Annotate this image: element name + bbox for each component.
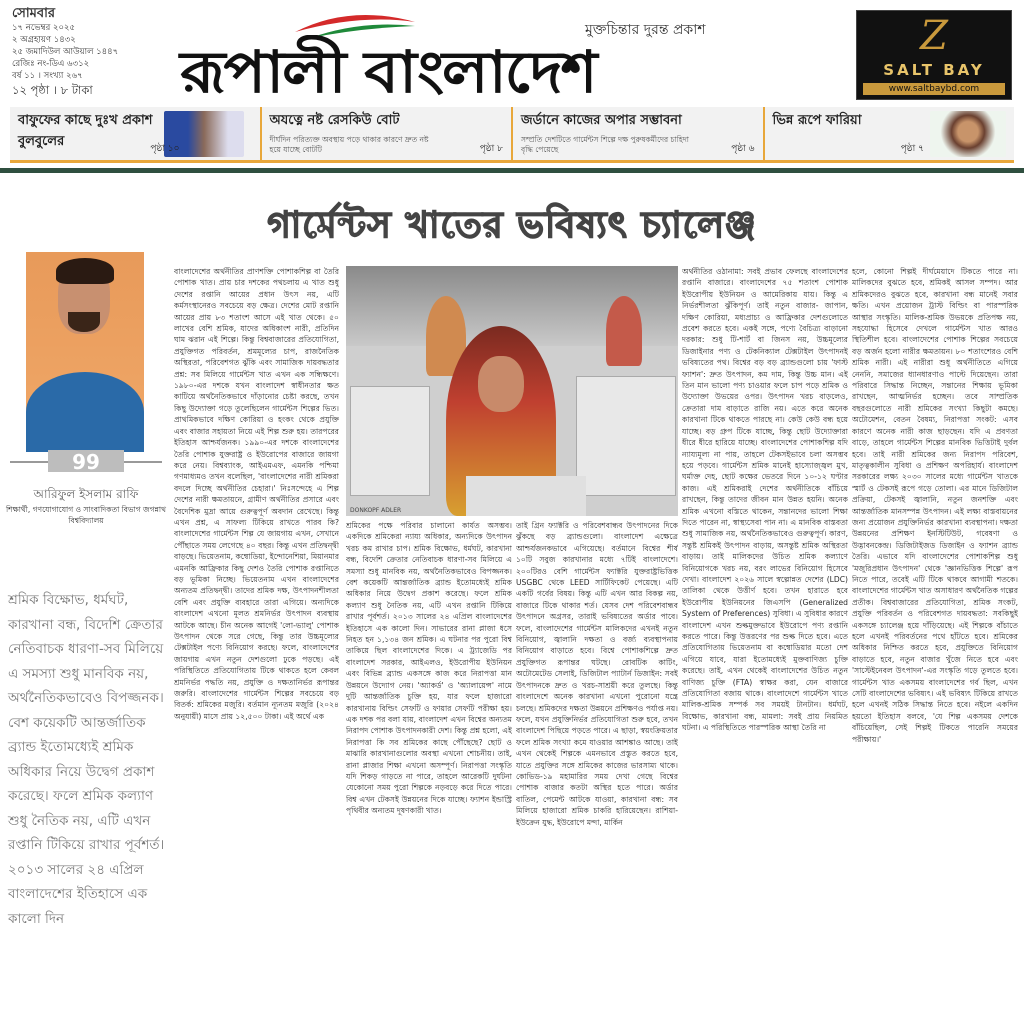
salt-bay-logo-icon: Z [920, 13, 948, 59]
pull-quote: শ্রমিক বিক্ষোভ, ধর্মঘট, কারখানা বন্ধ, বিদেশি ক্রেতার নেতিবাচক ধারণা-সব মিলিয়ে এ সমস্যা শুধু মানবিক নয়, অর্থনৈতিকভাবেও বিপজ্জনক। বেশ কয়েকটি আন্তর্জাতিক ব্র্যান্ড ইতোমধ্যেই শ্রমিক অধিকার নিয়ে উদ্বেগ প্রকাশ করেছে। ফলে শ্রমিক কল্যাণ শুধু নৈতিক নয়, এটি এখন রপ্তানি টিকিয়ে রাখার পূর্বশর্ত। ২০১৩ সালের ২৪ এপ্রিল বাংলাদেশের ইতিহাসে এক কালো দিন [8, 592, 165, 927]
quote-icon: 99 [48, 450, 124, 472]
teaser-subtitle: সম্প্রতি দেশটিতে গার্মেন্টস শিল্পে দক্ষ পুরুষকর্মীদের চাহিদা বৃদ্ধি পেয়েছে [521, 135, 689, 154]
teaser-item[interactable] [10, 107, 262, 160]
teaser-page: পৃষ্ঠা ৭ [900, 144, 924, 154]
ad-url: www.saltbaybd.com [863, 83, 1005, 95]
ad-brand: SALT BAY [883, 61, 985, 79]
teaser-title: বাফুফের কাছে দুঃখ প্রকাশ বুলবুলের [18, 113, 153, 149]
teaser-photo [930, 111, 1006, 157]
date-line: বর্ষ ১১ । সংখ্যা ২৬৭ [12, 71, 83, 81]
quote-divider [10, 450, 162, 472]
article-headline: গার্মেন্টস খাতের ভবিষ্যৎ চ্যালেঞ্জ [267, 205, 757, 246]
article-column: অর্থনীতির ওঠানামা: সবই প্রভাব ফেলছে বাংলাদেশের রপ্তানি বাজারে। বাংলাদেশের ৭৫ শতাংশ পোশাক ইউরোপীয় ইউনিয়ন ও আমেরিকায় যায়। কিন্তু এ নির্ভরশীলতা ঝুঁকিপূর্ণ। তাই নতুন বাজার- জাপান, দক্ষিণ কোরিয়া, মধ্যপ্রাচ্য ও আফ্রিকার দেশগুলোতে প্রবেশ করতে হবে। একই সঙ্গে, পণ্যে বৈচিত্র্য বাড়ানো দরকার: শুধু টি-শার্ট বা জিনস নয়, উচ্চমূল্যের ডিজাইনার পণ্য ও টেকনিক্যাল টেক্সটাইল উৎপাদনই ভবিষ্যতের পথ। বিশ্বের বড় বড় ব্র্যান্ডগুলো চায় 'ফাস্ট ফ্যাশন': দ্রুত উৎপাদন, কম দাম, কিন্তু উচ্চ মান। এই তিন মান ভালো পণ্য চাওয়ার ফলে চাপ পড়ে শ্রমিক ও উদ্যোক্তা উভয়ের ওপর। উৎপাদন খরচ বাড়লেও, ক্রেতারা দাম বাড়াতে রাজি নয়। এতে করে অনেক কারখানা টিকে থাকতে পারছে না। কেউ কেউ বন্ধ হয়ে যাচ্ছে। বড় গ্রুপ টিকে যাচ্ছে, কিন্তু ছোট উদ্যোক্তারা ধীরে ধীরে হারিয়ে যাচ্ছে। বাংলাদেশের পোশাকশিল্প যদি ন্যায্যমূল্য না পায়, তাহলে টেকসইভাবে চলা অসম্ভব হয়ে পড়বে। গার্মেন্টস শ্রমিক মানেই হাস্যোজ্জ্বল মুখ, ঘর্মাক্ত দেহ, ছোট কক্ষের ভেতরে দিনে ১০-১২ ঘণ্টার কাজ। এই শ্রমিকরাই দেশের অর্থনীতিকে বাঁচিয়ে রাখছেন, কিন্তু তাদের জীবন মান উন্নত হয়নি। অনেক শ্রমিক এখনো বস্তিতে থাকেন, সন্তানদের ভালো শিক্ষা দিতে পারেন না, স্বাস্থ্যসেবা পান না। এ মানবিক বাস্তবতা শুধু সামাজিক নয়, অর্থনৈতিকভাবেও গুরুত্বপূর্ণ। কারণ, সন্তুষ্ট শ্রমিকই উৎপাদন বাড়ায়, অসন্তুষ্ট শ্রমিক অস্থিরতা বাড়ায়। তাই মালিকদের উচিত শ্রমিক কল্যাণে বিনিয়োগকে খরচ নয়, বরং লাভের বিনিয়োগ হিসেবে দেখা। বাংলাদেশ ২০২৬ সালে স্বল্পোন্নত দেশের (LDC) তালিকা থেকে উত্তীর্ণ হবে। তখন হারাতে হবে ইউরোপীয় ইউনিয়নের জিএসপি (Generalized System of Preferences) সুবিধা। এ সুবিধার কারণে বাংলাদেশ এখন শুল্কমুক্তভাবে ইউরোপে পণ্য রপ্তানি করতে পারে। কিন্তু উত্তরণের পর শুল্ক দিতে হবে। এতে প্রতিযোগিতায় ভিয়েতনাম বা কম্বোডিয়ার মতো দেশ এগিয়ে যাবে, যারা ইতোমধ্যেই মুক্তবাণিজ্য চুক্তি করেছে। তাই, এখন থেকেই বাংলাদেশের উচিত নতুন বাণিজ্য চুক্তি (FTA) স্বাক্ষর করা, যেন বাজারে প্রতিযোগিতা বজায় থাকে। বাংলাদেশে গার্মেন্টস খাতে মালিক-শ্রমিক সম্পর্ক সব সময়ই টানটান। ধর্মঘট, বিক্ষোভ, কারখানা বন্ধ, মামলা: সবই প্রায় নিয়মিত ঘটনা। এ পরিস্থিতিতে পারস্পরিক আস্থা তৈরি না [682, 267, 848, 733]
article-column: শ্রমিকের পক্ষে পরিবার চালানো কার্যত অসম্ভব। একদিকে শ্রমিকেরা ন্যায্য অধিকার, অন্যদিকে উৎপাদন খরচ কম রাখার চাপ। শ্রমিক বিক্ষোভ, ধর্মঘট, কারখানা বন্ধ, বিদেশি ক্রেতার নেতিবাচক ধারণা-সব মিলিয়ে এ সমস্যা শুধু মানবিক নয়, অর্থনৈতিকভাবেও বিপজ্জনক। বেশ কয়েকটি আন্তর্জাতিক ব্র্যান্ড ইতোমধ্যেই শ্রমিক অধিকার নিয়ে উদ্বেগ প্রকাশ করেছে। ফলে শ্রমিক কল্যাণ শুধু নৈতিক নয়, এটি এখন রপ্তানি টিকিয়ে রাখার পূর্বশর্ত। ২০১৩ সালের ২৪ এপ্রিল বাংলাদেশের ইতিহাসে এক কালো দিন। সাভারের রানা প্লাজা ধসে নিহত হন ১,১৩৪ জন শ্রমিক। এ ঘটনার পর পুরো বিশ্ব তাকিয়ে ছিল বাংলাদেশের দিকে। এ ট্র্যাজেডি পর বাংলাদেশ সরকার, আইএলও, ইউরোপীয় ইউনিয়ন এবং বিভিন্ন ব্র্যান্ড একসঙ্গে কাজ করে নিরাপত্তা মান উন্নয়নে উদ্যোগ নেয়। 'অ্যাকর্ড' ও 'অ্যালায়েন্স' নামে দুটি আন্তর্জাতিক চুক্তি হয়, যার ফলে হাজারো কারখানায় বিল্ডিং সেফটি ও ফায়ার সেফটি পরীক্ষা হয়। এক দশক পর বলা যায়, বাংলাদেশ এখন বিশ্বের অন্যতম নিরাপদ পোশাক উৎপাদনকারী দেশ। কিন্তু প্রশ্ন হলো, এই নিরাপত্তা কি সব শ্রমিকের কাছে পৌঁছেছে? ছোট ও মাঝারি কারখানাগুলোর অবস্থা এখনো শোচনীয়। তাই, রানা প্লাজার শিক্ষা এখনো অসম্পূর্ণ। নিরাপত্তা সংস্কৃতি যদি শিকড় গাড়তে না পারে, তাহলে আরেকটি দুর্ঘটনা যেকোনো সময় পুরো শিল্পকে নড়বড়ে করে দিতে পারে। বিশ্ব এখন টেকসই উন্নয়নের দিকে যাচ্ছে। ফ্যাশন ইন্ডাস্ট্রি পৃথিবীর অন্যতম দূষণকারী খাত। [346, 521, 512, 816]
photo-caption: DONKOPF ADLER [350, 507, 402, 514]
teaser-bar [10, 107, 1014, 163]
garment-factory-photo [346, 266, 678, 516]
article-column: তাই গ্রিন ফ্যাক্টরি ও পরিবেশবান্ধব উৎপাদনের দিকে ঝুঁকছে বড় ব্র্যান্ডগুলো। বাংলাদেশ এক্ষেত্রে আশ্চর্যজনকভাবে এগিয়েছে। বর্তমানে বিশ্বের শীর্ষ ১০টি সবুজ কারখানার মধ্যে ৭টিই বাংলাদেশে। ২০০টিরও বেশি গার্মেন্টস ফ্যাক্টরি যুক্তরাষ্ট্রভিত্তিক USGBC থেকে LEED সার্টিফিকেট পেয়েছে। এটি একটি গর্বের বিষয়। কিন্তু এটি এখন আর বিকল্প নয়, বাজারে টিকে থাকার শর্ত। যেসব দেশ পরিবেশবান্ধব উৎপাদনে অগ্রসর, তারাই ভবিষ্যতের অর্ডার পাবে। ফলে, বাংলাদেশের গার্মেন্টস মালিকদের এখনই নতুন বিনিয়োগ, জ্বালানি দক্ষতা ও বর্জ্য ব্যবস্থাপনায় বিনিয়োগ বাড়াতে হবে। বিশ্বে পোশাকশিল্পে দ্রুত প্রযুক্তিগত রূপান্তর ঘটছে। রোবটিক কাটিং, অটোমেটেড সেলাই, ডিজিটাল প্যাটার্ন ডিজাইন: সবই উৎপাদনকে দ্রুত ও খরচ-সাশ্রয়ী করে তুলছে। কিন্তু বাংলাদেশে অনেক কারখানা এখনো পুরোনো যন্ত্রে চলছে। শ্রমিকদের দক্ষতা উন্নয়নে প্রশিক্ষণও পর্যাপ্ত নয়। ফলে, যখন প্রযুক্তিনির্ভর প্রতিযোগিতা শুরু হবে, তখন বাংলাদেশ পিছিয়ে পড়তে পারে। এ ছাড়া, স্বয়ংক্রিয়তার ফলে শ্রমিক সংখ্যা কমে যাওয়ার আশঙ্কাও আছে। তাই এখন থেকেই শিল্পকে এমনভাবে প্রস্তুত করতে হবে, যাতে প্রযুক্তির সঙ্গে শ্রমিকের কাজের ভারসাম্য থাকে। কোভিড-১৯ মহামারির সময় দেখা গেছে বিশ্বের পোশাক বাজার কতটা অস্থির হতে পারে। অর্ডার বাতিল, পেমেন্ট আটকে যাওয়া, কারখানা বন্ধ: সব মিলিয়ে হাজারো শ্রমিক চাকরি হারিয়েছেন। রাশিয়া-ইউক্রেন যুদ্ধ, ইউরোপে মন্দা, মার্কিন [516, 521, 678, 827]
teaser-item[interactable] [765, 107, 1015, 160]
teaser-title: জর্ডানে কাজের অপার সম্ভাবনা [521, 113, 682, 128]
newspaper-title: রূপালী বাংলাদেশ [180, 38, 596, 106]
price: ১২ পৃষ্ঠা । ৮ টাকা [12, 83, 93, 97]
salt-bay-ad[interactable] [856, 10, 1012, 100]
teaser-page: পৃষ্ঠা ৮ [479, 144, 503, 154]
date-line: রেজিঃ নং-ডিএ ৬৩১২ [12, 59, 90, 69]
teaser-page: পৃষ্ঠা ১০ [150, 144, 180, 154]
teaser-title: অযত্নে নষ্ট রেসকিউ বোট [269, 113, 400, 128]
article-column: হলে, কোনো শিল্পই দীর্ঘমেয়াদে টিকতে পারে না। মালিকদের বুঝতে হবে, শ্রমিকই আসল সম্পদ। আর শ্রমিকদেরও বুঝতে হবে, কারখানা বন্ধ মানেই সবার ক্ষতি। এখন প্রয়োজন ট্রাস্ট বিল্ডিং বা পারস্পরিক আস্থার সংস্কৃতি। মালিক-শ্রমিক উভয়কে প্রতিপক্ষ নয়, সহযোদ্ধা হিসেবে দেখলে গার্মেন্টস খাত আরও স্থিতিশীল হবে। বাংলাদেশের পোশাক শিল্পের সবচেয়ে বড় অর্জন হলো নারীর ক্ষমতায়ন। ৮০ শতাংশেরও বেশি শ্রমিক নারী। এই নারীরা শুধু অর্থনীতিতে এগিয়ে নেননি, সমাজের ধ্যানধারণাও পাল্টে দিয়েছেন। তারা পরিবারে সিদ্ধান্ত নিচ্ছেন, সন্তানের শিক্ষায় ভূমিকা রাখছেন, আত্মনির্ভর হচ্ছেন। তবে সাম্প্রতিক বছরগুলোতে নারী শ্রমিকের সংখ্যা কিছুটা কমছে। অটোমেশন, বেতন বৈষম্য, নিরাপত্তা সংকট: এসব কারণে অনেক নারী কাজ ছাড়ছেন। যদি এ প্রবণতা বাড়ে, তাহলে গার্মেন্টস শিল্পের মানবিক ভিত্তিটাই দুর্বল হবে। তাই নারী শ্রমিকের জন্য নিরাপদ পরিবেশ, মাতৃত্বকালীন সুবিধা ও প্রশিক্ষণ অপরিহার্য। বাংলাদেশ সরকারের লক্ষ্য ২০৩০ সালের মধ্যে গার্মেন্টস খাতকে স্মার্ট ও টেকসই রূপে গড়ে তোলা। এর মানে ডিজিটাল প্রক্রিয়া, টেকসই জ্বালানি, নতুন জনশক্তি এবং আন্তর্জাতিক মানসম্পন্ন উৎপাদন। এই লক্ষ্য বাস্তবায়নের জন্য প্রয়োজন প্রযুক্তিনির্ভর কারখানা ব্যবস্থাপনা। দক্ষতা উন্নয়নের প্রশিক্ষণ ইনস্টিটিউট, গবেষণা ও উদ্ভাবনকেন্দ্র। ডিজিটাইজড ডিজাইন ও ফ্যাশন ব্র্যান্ড তৈরি। এভাবে যদি বাংলাদেশের পোশাকশিল্প শুধু 'মজুরিপ্রধান উৎপাদন' থেকে 'জ্ঞানভিত্তিক শিল্পে' রূপ নিতে পারে, তবেই এটি টিকে থাকবে আগামী শতকে। বাংলাদেশের গার্মেন্টস খাত অসাধারণ অর্থনৈতিক গল্পের প্রতীক। বিশ্ববাজারের প্রতিযোগিতা, শ্রমিক সংকট, প্রযুক্তি পরিবর্তন ও পরিবেশগত দায়বদ্ধতা: সবকিছুই একসঙ্গে চ্যালেঞ্জ হয়ে দাঁড়িয়েছে। এই শিল্পকে বাঁচাতে হলে এখনই পরিবর্তনের পথে হাঁটতে হবে। শ্রমিকের অধিকার নিশ্চিত করতে হবে, প্রযুক্তিতে বিনিয়োগ বাড়াতে হবে, নতুন বাজার খুঁজে নিতে হবে এবং 'সাস্টেইনেবল উৎপাদন'-এর সংস্কৃতি গড়ে তুলতে হবে। গার্মেন্টস খাত একসময় বাংলাদেশের গর্ব ছিল, এখন সেটি বাংলাদেশের ভবিষ্যৎ। এই ভবিষ্যৎ টিকিয়ে রাখতে হলে এখনই সঠিক সিদ্ধান্ত নিতে হবে। নইলে একদিন হয়তো ইতিহাস বলবে, 'যে শিল্প একসময় দেশকে বাঁচিয়েছিল, সেই শিল্পই টিকতে পারেনি সময়ের পরীক্ষায়।' [852, 267, 1018, 744]
date-line: ২৫ জমাদিউল আউয়াল ১৪৪৭ [12, 47, 119, 57]
teaser-title: ভিন্ন রূপে ফারিয়া [772, 113, 862, 128]
author-name: আরিফুল ইসলাম রাফি [33, 487, 139, 501]
tagline: মুক্তচিন্তার দুরন্ত প্রকাশ [585, 22, 706, 38]
date-block [12, 6, 172, 98]
teaser-item[interactable] [262, 107, 514, 160]
article-column: বাংলাদেশের অর্থনীতির প্রাণশক্তি পোশাকশিল্প বা তৈরি পোশাক খাত। প্রায় চার দশকের পথচলায় এ খাত শুধু দেশের রপ্তানি আয়ের প্রধান উৎস নয়, এটি কর্মসংস্থানেরও সবচেয়ে বড় ক্ষেত্র। দেশের মোট রপ্তানি আয়ের প্রায় ৮৩ শতাংশ আসে এই খাত থেকে। ৫০ লাখের বেশি শ্রমিক, যাদের অধিকাংশ নারী, প্রতিদিন ঘাম ঝরান এই শিল্পে। কিন্তু বিশ্ববাজারের প্রতিযোগিতা, প্রযুক্তিগত পরিবর্তন, শ্রমমূল্যের চাপ, রাজনৈতিক অস্থিরতা, পরিবেশগত ঝুঁকি এবং সামাজিক দায়বদ্ধতার প্রশ্ন: সব মিলিয়ে গার্মেন্টস খাত এখন এক সন্ধিক্ষণে। ১৯৮০-এর দশকে যখন বাংলাদেশ স্বাধীনতার ক্ষত কাটিয়ে অর্থনৈতিকভাবে দাঁড়ানোর চেষ্টা করছে, তখন কিছু উদ্যোক্তা গড়ে তুলেছিলেন গার্মেন্টস শিল্পের ভিত। প্রাথমিকভাবে দক্ষিণ কোরিয়া ও হংকং থেকে প্রযুক্তি এবং বাজার সহায়তা নিয়ে এই শিল্প শুরু হয়। তারপরের ইতিহাস আশ্চর্যজনক। ১৯৯০-এর দশকে বাংলাদেশের তৈরি পোশাক যুক্তরাষ্ট্র ও ইউরোপের বাজারে জায়গা করে নেয়। বিশ্বব্যাংক, আইএমএফ, এমনকি পশ্চিমা গণমাধ্যমও তখন বলেছিল, 'বাংলাদেশের নারী শ্রমিকরা বদলে দিচ্ছে অর্থনীতির চেহারা।' নিঃসন্দেহে এ শিল্প দেশের নারী ক্ষমতায়নে, গ্রামীণ অর্থনীতির প্রসারে এবং বৈদেশিক মুদ্রা আয়ে গুরুত্বপূর্ণ অবদান রেখেছে। কিন্তু এখন প্রশ্ন, এ সাফল্য টিকিয়ে রাখতে পারব কি? বাংলাদেশের গার্মেন্টস শিল্প যে জায়গায় এখন, সেখানে পৌঁছাতে সময় লেগেছে ৪০ বছর। কিন্তু এখন প্রতিদ্বন্দ্বী বাড়ছে। ভিয়েতনাম, কম্বোডিয়া, ইন্দোনেশিয়া, মিয়ানমার এমনকি আফ্রিকার কিছু দেশও তৈরি পোশাক রপ্তানিতে বড় ভূমিকা নিচ্ছে। ভিয়েতনাম এখন বাংলাদেশের অন্যতম প্রতিদ্বন্দ্বী। তাদের শ্রমিক দক্ষ, উৎপাদনশীলতা বেশি এবং প্রযুক্তি ব্যবহারে তারা এগিয়ে। অন্যদিকে বাংলাদেশ এখনো মূলত শ্রমনির্ভর উৎপাদন ব্যবস্থায় আটকে আছে। চীন অনেক আগেই 'লো-ভ্যালু' পোশাক উৎপাদন থেকে সরে গেছে, কিন্তু তার উচ্চমূল্যের টেক্সটাইল পণ্যে বিনিয়োগ করছে। ফলে, বাংলাদেশের জায়গায় এখন নতুন দেশগুলো ঢুকে পড়ছে। এই পরিস্থিতিতে প্রতিযোগিতায় টিকে থাকতে হলে কেবল শ্রমনির্ভর পদ্ধতি নয়, প্রযুক্তি ও দক্ষতানির্ভর রূপান্তর জরুরি। বাংলাদেশের গার্মেন্টস শিল্পের সবচেয়ে বড় বিতর্ক: শ্রমিকের মজুরি। বর্তমান ন্যূনতম মজুরি (২০২৪ অনুযায়ী) মাসে প্রায় ১২,৫০০ টাকা। এই অর্থে এক [174, 267, 339, 721]
author-description: শিক্ষার্থী, গণযোগাযোগ ও সাংবাদিকতা বিভাগ জগন্নাথ বিশ্ববিদ্যালয় [6, 505, 166, 525]
masthead-logo [180, 6, 820, 106]
teaser-item[interactable] [513, 107, 765, 160]
teaser-subtitle: দীর্ঘদিন পরিত্যক্ত অবস্থায় পড়ে থাকার কারণে দ্রুত নষ্ট হয়ে যাচ্ছে বোটটি [269, 135, 429, 154]
date-line: ২ অগ্রহায়ণ ১৪৩২ [12, 35, 76, 45]
teaser-page: পৃষ্ঠা ৬ [731, 144, 755, 154]
weekday: সোমবার [12, 6, 56, 21]
date-line: ১৭ নভেম্বর ২০২৫ [12, 23, 76, 33]
divider [0, 168, 1024, 173]
author-photo [26, 252, 144, 452]
